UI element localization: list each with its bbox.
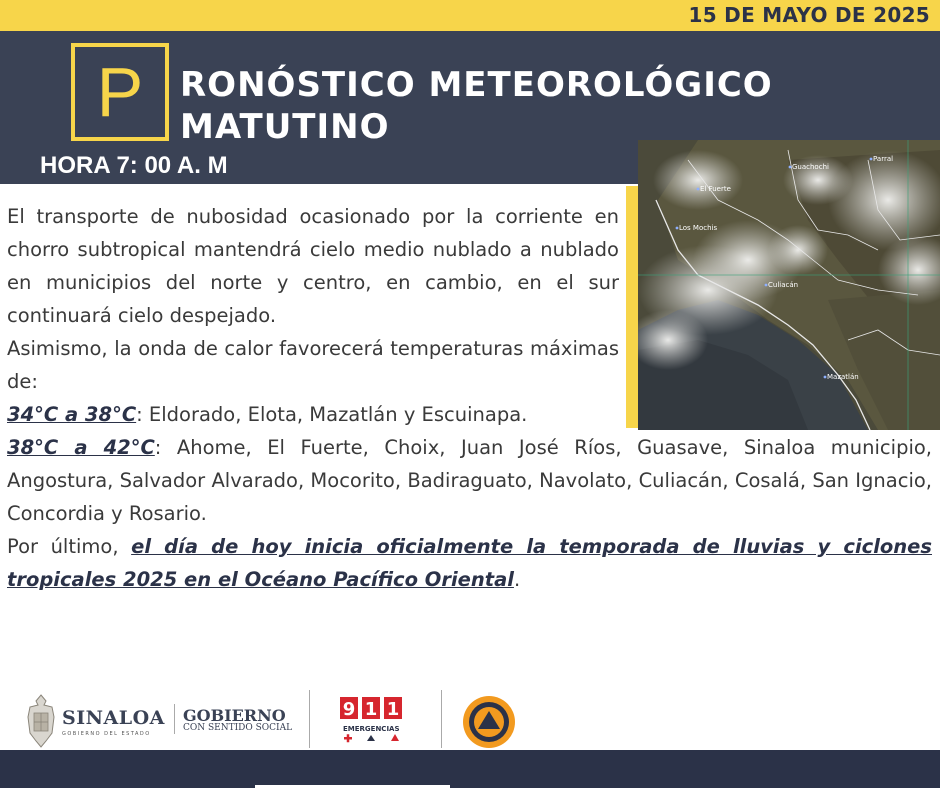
map-label-parral: Parral bbox=[873, 155, 894, 163]
range-2-places: : Ahome, El Fuerte, Choix, Juan José Ríos, Guasave, Sinaloa municipio, Angostura, Salvador Alvarado, Mocorito, Badiraguato, Navolato, Culiacán, Cosalá, San Ignacio, Concordia y Rosario. bbox=[7, 436, 932, 525]
proteccion-civil-seal-icon bbox=[462, 695, 516, 749]
map-label-guachochi: Guachochi bbox=[792, 163, 829, 171]
gobierno-logo-text: GOBIERNO bbox=[183, 706, 286, 725]
forecast-body bbox=[7, 200, 932, 596]
time-label: HORA 7: 00 A. M bbox=[40, 152, 228, 179]
rain-season-end: . bbox=[513, 568, 521, 591]
range-1-paragraph bbox=[7, 398, 932, 431]
range-2-paragraph bbox=[7, 431, 932, 530]
rain-season-emphasis: el día de hoy inicia oficialmente la temporada de lluvias y ciclones tropicales 2025 en el Océano Pacífico Oriental bbox=[7, 535, 932, 591]
title-line-2: MATUTINO bbox=[180, 107, 390, 147]
svg-text:1: 1 bbox=[364, 699, 378, 720]
page-title bbox=[180, 64, 773, 148]
state-seal-icon bbox=[24, 693, 58, 749]
title-line-1: RONÓSTICO METEOROLÓGICO bbox=[180, 65, 773, 105]
range-1-places: : Eldorado, Elota, Mazatlán y Escuinapa. bbox=[136, 403, 528, 426]
logo-divider bbox=[309, 690, 310, 748]
emergencias-label: EMERGENCIAS bbox=[343, 725, 400, 733]
footer-bar bbox=[0, 750, 940, 788]
map-label-culiacan: Culiacán bbox=[768, 281, 799, 289]
logo-divider bbox=[441, 690, 442, 748]
svg-text:9: 9 bbox=[342, 699, 356, 720]
svg-text:1: 1 bbox=[386, 699, 400, 720]
paragraph-clouds: El transporte de nubosidad ocasionado por la corriente en chorro subtropical mantendrá cielo medio nublado a nublado en municipios del norte y centro, en cambio, en el sur continuará cielo despejado. bbox=[7, 205, 619, 327]
sinaloa-logo-subtext: GOBIERNO DEL ESTADO bbox=[62, 731, 151, 737]
paragraph-heat-wave: Asimismo, la onda de calor favorecerá temperaturas máximas de: bbox=[7, 337, 619, 393]
date-bar bbox=[0, 0, 940, 31]
emergency-911-logo bbox=[340, 697, 404, 747]
logo-divider bbox=[174, 704, 175, 734]
gobierno-logo-subtext: CON SENTIDO SOCIAL bbox=[183, 723, 293, 733]
range-2-label: 38°C a 42°C bbox=[7, 436, 155, 459]
range-1-label: 34°C a 38°C bbox=[7, 403, 137, 426]
map-label-el-fuerte: El Fuerte bbox=[700, 185, 731, 193]
map-label-mazatlan: Mazatlán bbox=[827, 373, 859, 381]
date-label: 15 DE MAYO DE 2025 bbox=[688, 3, 930, 27]
title-initial-box: P bbox=[71, 43, 169, 141]
rain-season-intro: Por último, bbox=[7, 535, 132, 558]
map-label-los-mochis: Los Mochis bbox=[679, 224, 718, 232]
sinaloa-logo-text: SINALOA bbox=[62, 707, 165, 729]
paragraph-rain-season bbox=[7, 530, 932, 596]
